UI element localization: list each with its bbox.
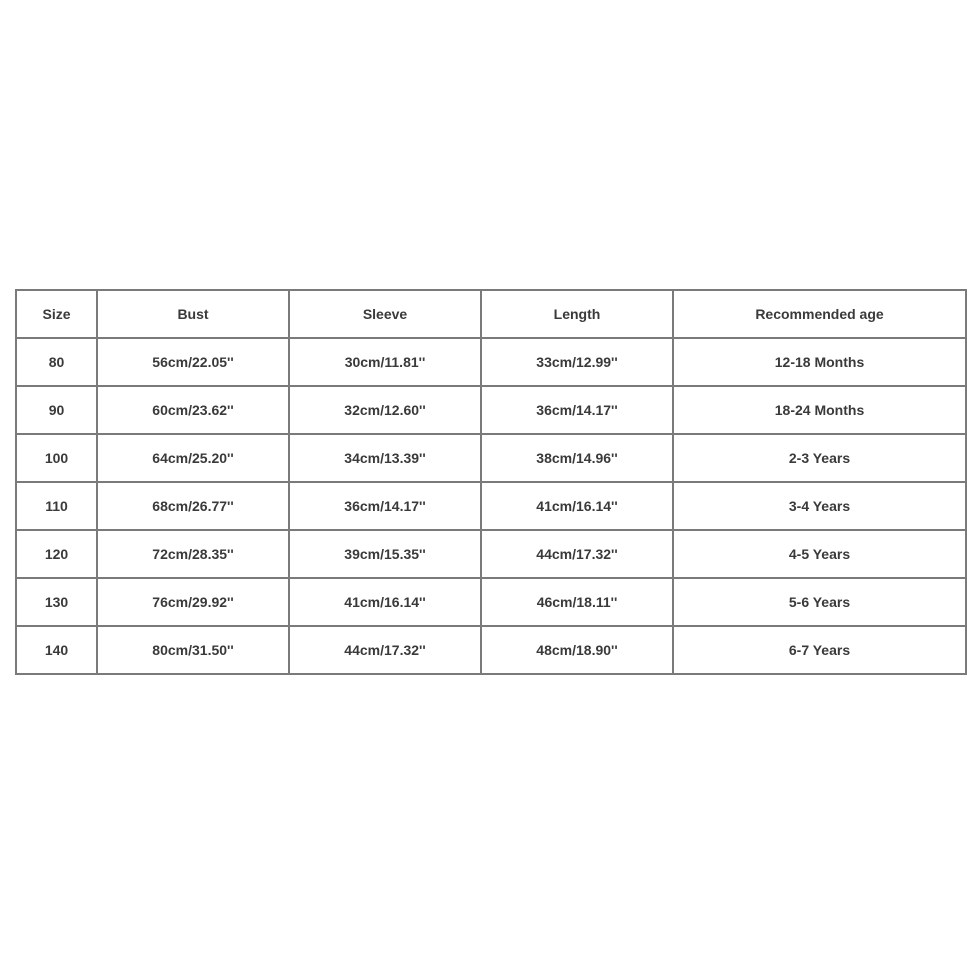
size-chart-table: [15, 289, 967, 675]
table-row: [16, 338, 966, 386]
cell-length: 41cm/16.14'': [481, 482, 673, 530]
cell-length: 33cm/12.99'': [481, 338, 673, 386]
cell-sleeve: 32cm/12.60'': [289, 386, 481, 434]
table-row: [16, 626, 966, 674]
cell-sleeve: 39cm/15.35'': [289, 530, 481, 578]
cell-length: 48cm/18.90'': [481, 626, 673, 674]
header-bust: Bust: [97, 290, 289, 338]
cell-size: 110: [16, 482, 97, 530]
header-sleeve: Sleeve: [289, 290, 481, 338]
cell-sleeve: 41cm/16.14'': [289, 578, 481, 626]
cell-bust: 64cm/25.20'': [97, 434, 289, 482]
table-row: [16, 386, 966, 434]
table-header-row: [16, 290, 966, 338]
table-row: [16, 578, 966, 626]
header-length: Length: [481, 290, 673, 338]
cell-size: 120: [16, 530, 97, 578]
cell-size: 100: [16, 434, 97, 482]
cell-age: 18-24 Months: [673, 386, 966, 434]
table-row: [16, 530, 966, 578]
cell-length: 46cm/18.11'': [481, 578, 673, 626]
cell-length: 38cm/14.96'': [481, 434, 673, 482]
cell-sleeve: 30cm/11.81'': [289, 338, 481, 386]
cell-age: 6-7 Years: [673, 626, 966, 674]
cell-bust: 56cm/22.05'': [97, 338, 289, 386]
cell-age: 2-3 Years: [673, 434, 966, 482]
header-size: Size: [16, 290, 97, 338]
cell-length: 36cm/14.17'': [481, 386, 673, 434]
cell-sleeve: 36cm/14.17'': [289, 482, 481, 530]
cell-bust: 80cm/31.50'': [97, 626, 289, 674]
cell-bust: 60cm/23.62'': [97, 386, 289, 434]
table-row: [16, 482, 966, 530]
cell-bust: 76cm/29.92'': [97, 578, 289, 626]
cell-length: 44cm/17.32'': [481, 530, 673, 578]
cell-sleeve: 44cm/17.32'': [289, 626, 481, 674]
cell-bust: 68cm/26.77'': [97, 482, 289, 530]
cell-size: 130: [16, 578, 97, 626]
cell-size: 80: [16, 338, 97, 386]
cell-age: 4-5 Years: [673, 530, 966, 578]
cell-bust: 72cm/28.35'': [97, 530, 289, 578]
cell-age: 3-4 Years: [673, 482, 966, 530]
cell-age: 5-6 Years: [673, 578, 966, 626]
cell-age: 12-18 Months: [673, 338, 966, 386]
cell-size: 140: [16, 626, 97, 674]
cell-size: 90: [16, 386, 97, 434]
table-row: [16, 434, 966, 482]
header-recommended-age: Recommended age: [673, 290, 966, 338]
cell-sleeve: 34cm/13.39'': [289, 434, 481, 482]
